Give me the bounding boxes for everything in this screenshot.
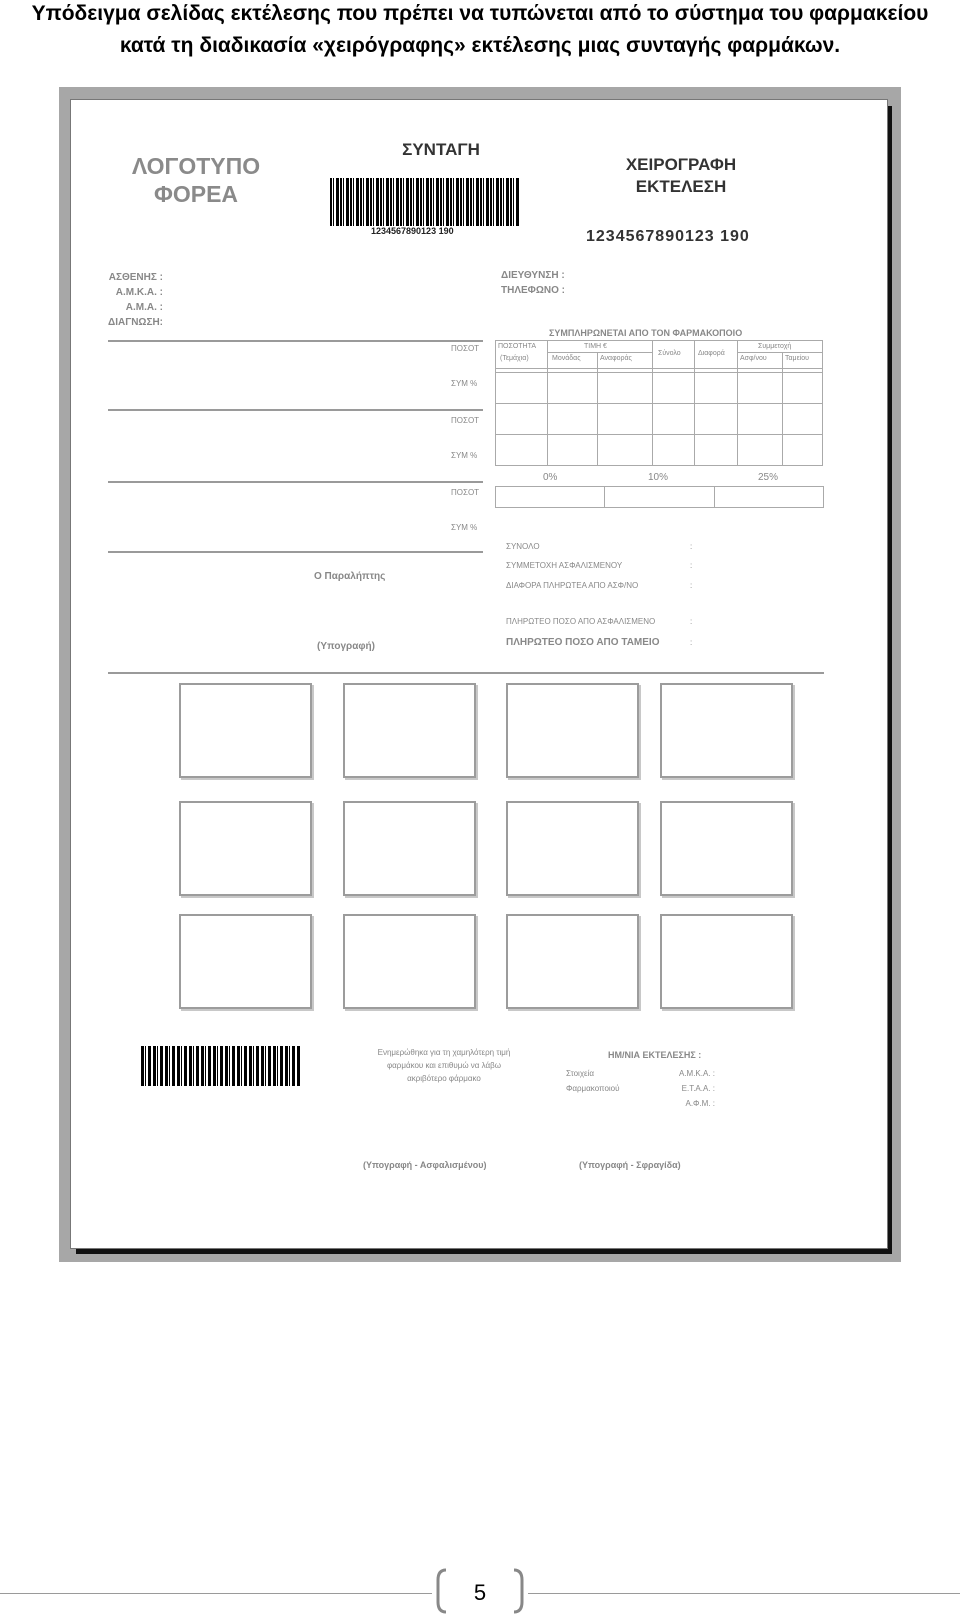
row-divider	[496, 434, 822, 435]
top-barcode	[330, 178, 520, 226]
th-qty-sub: (Τεμάχια)	[500, 355, 529, 362]
sticker-box	[343, 683, 476, 778]
caption-line-2: κατά τη διαδικασία «χειρόγραφης» εκτέλεσης μιας συνταγής φαρμάκων.	[119, 34, 841, 57]
receiver-label: Ο Παραλήπτης	[314, 571, 386, 582]
pharmacy-table	[495, 340, 823, 466]
lower-price-notice	[354, 1046, 534, 1085]
pharmacist-fields	[661, 1066, 715, 1111]
qty-label: ΠΟΣΟΤ	[451, 416, 480, 425]
caption-line-1: Υπόδειγμα σελίδας εκτέλεσης που πρέπει να τυπώνεται από το σύστημα του φαρμακείου	[31, 2, 929, 25]
sticker-box	[179, 914, 312, 1009]
insured-share-label: ΣΥΜΜΕΤΟΧΗ ΑΣΦΑΛΙΣΜΕΝΟΥ	[506, 561, 623, 570]
sticker-box	[179, 801, 312, 896]
contact-labels	[501, 268, 565, 298]
address-label: ΔΙΕΥΘΥΝΣΗ :	[501, 270, 565, 281]
row-divider	[496, 403, 822, 404]
pct-divider	[604, 487, 605, 507]
qty-label: ΠΟΣΟΤ	[451, 488, 480, 497]
pharmacist-afm-label: Α.Φ.Μ. :	[685, 1099, 715, 1108]
pct-divider	[714, 487, 715, 507]
stamp-signature-label: (Υπογραφή - Σφραγίδα)	[579, 1160, 681, 1170]
insured-signature-label: (Υπογραφή - Ασφαλισμένου)	[363, 1160, 487, 1170]
row-divider	[496, 372, 822, 373]
sticker-box	[506, 801, 639, 896]
th-diff: Διαφορά	[698, 350, 725, 357]
phone-label: ΤΗΛΕΦΩΝΟ :	[501, 285, 566, 296]
sticker-box	[660, 683, 793, 778]
th-price-unit: Μονάδας	[552, 355, 581, 362]
barcode-text: 1234567890123 190	[371, 226, 454, 236]
section-divider	[108, 672, 824, 674]
pct-10: 10%	[648, 472, 669, 483]
execution-date-label: ΗΜ/ΝΙΑ ΕΚΤΕΛΕΣΗΣ :	[608, 1050, 702, 1060]
amka-label: Α.Μ.Κ.Α. :	[115, 287, 163, 298]
drug-line-4	[108, 551, 483, 553]
payable-fund-label: ΠΛΗΡΩΤΕΟ ΠΟΣΟ ΑΠΟ ΤΑΜΕΙΟ	[506, 637, 660, 648]
notice-line: ακριβότερο φάρμακο	[407, 1074, 481, 1083]
th-share: Συμμετοχή	[758, 343, 792, 350]
footer-line-left	[0, 1593, 432, 1594]
sticker-box	[506, 683, 639, 778]
logo-line-1: ΛΟΓΟΤΥΠΟ	[131, 153, 261, 179]
percentage-boxes	[495, 486, 824, 508]
footer-line-right	[528, 1593, 960, 1594]
details-line: Στοιχεία	[566, 1069, 595, 1078]
pharmacy-header: ΣΥΜΠΛΗΡΩΝΕΤΑΙ ΑΠΟ ΤΟΝ ΦΑΡΜΑΚΟΠΟΙΟ	[549, 328, 743, 338]
pct-0: 0%	[543, 472, 558, 483]
bottom-barcode	[141, 1046, 301, 1086]
drug-line-3	[108, 481, 483, 483]
notice-line: Ενημερώθηκα για τη χαμηλότερη τιμή	[377, 1048, 511, 1057]
sticker-box	[660, 801, 793, 896]
prescription-number: 1234567890123 190	[586, 228, 750, 245]
receiver-signature: (Υπογραφή)	[317, 641, 375, 652]
th-share-fund: Ταμείου	[785, 355, 809, 362]
colon: :	[690, 617, 693, 626]
mode-line-2: ΕΚΤΕΛΕΣΗ	[635, 177, 727, 196]
colon: :	[690, 581, 693, 590]
col-divider	[782, 353, 783, 465]
sticker-box	[506, 914, 639, 1009]
share-label: ΣΥΜ %	[451, 451, 478, 460]
pharmacist-etaa-label: Ε.Τ.Α.Α. :	[681, 1084, 715, 1093]
page-number: 5	[473, 1580, 487, 1605]
logo-placeholder	[116, 152, 276, 208]
th-share-insured: Ασφ/νου	[740, 355, 767, 362]
share-label: ΣΥΜ %	[451, 523, 478, 532]
colon: :	[690, 561, 693, 570]
th-price-ref: Αναφοράς	[600, 355, 632, 362]
manual-execution-title	[601, 154, 761, 198]
drug-line-1	[108, 340, 483, 342]
price-subdivider	[548, 352, 652, 353]
th-total: Σύνολο	[658, 350, 681, 357]
share-subdivider	[738, 352, 822, 353]
pharmacist-details-label	[566, 1066, 620, 1096]
drug-line-2	[108, 409, 483, 411]
share-label: ΣΥΜ %	[451, 379, 478, 388]
sticker-box	[343, 801, 476, 896]
pct-25: 25%	[758, 472, 779, 483]
notice-line: φαρμάκου και επιθυμώ να λάβω	[386, 1061, 502, 1070]
payable-insured-label: ΠΛΗΡΩΤΕΟ ΠΟΣΟ ΑΠΟ ΑΣΦΑΛΙΣΜΕΝΟ	[506, 617, 656, 626]
patient-labels	[108, 270, 163, 330]
difference-label: ΔΙΑΦΟΡΑ ΠΛΗΡΩΤΕΑ ΑΠΟ ΑΣΦ/ΝΟ	[506, 581, 639, 590]
ama-label: Α.Μ.Α. :	[125, 302, 163, 313]
pharmacist-amka-label: Α.Μ.Κ.Α. :	[678, 1069, 715, 1078]
colon: :	[690, 542, 693, 551]
sticker-box	[343, 914, 476, 1009]
qty-label: ΠΟΣΟΤ	[451, 344, 480, 353]
colon: :	[690, 638, 693, 647]
sticker-box	[660, 914, 793, 1009]
form-title: ΣΥΝΤΑΓΗ	[402, 140, 480, 159]
sticker-box	[179, 683, 312, 778]
th-price: ΤΙΜΗ €	[584, 343, 607, 350]
mode-line-1: ΧΕΙΡΟΓΡΑΦΗ	[625, 155, 737, 174]
col-divider	[597, 353, 598, 465]
total-label: ΣΥΝΟΛΟ	[506, 542, 540, 551]
diagnosis-label: ΔΙΑΓΝΩΣΗ:	[108, 317, 163, 328]
details-line: Φαρμακοποιού	[566, 1084, 620, 1093]
prescription-form-sheet	[70, 99, 888, 1249]
th-qty: ΠΟΣΟΤΗΤΑ	[498, 343, 537, 350]
patient-label: ΑΣΘΕΝΗΣ :	[108, 272, 163, 283]
logo-line-2: ΦΟΡΕΑ	[153, 181, 239, 207]
